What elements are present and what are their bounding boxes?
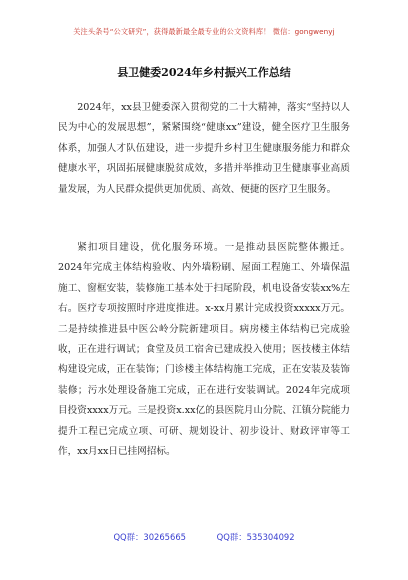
document-title: 县卫健委2024年乡村振兴工作总结 xyxy=(117,66,291,79)
header-banner: 关注头条号“公文研究”，获得最新最全最专业的公文资料库！ 微信：gongwenyj xyxy=(73,27,335,36)
qq-group-2: QQ群：535304092 xyxy=(216,532,295,542)
paragraph-projects: 紧扣项目建设，优化服务环境。一是推动县医院整体搬迁。2024年完成主体结构验收、内外墙粉刷、屋面工程施工、外墙保温施工、窗框安装，装修施工基本处于扫尾阶段，机电设备安装xx%左右。医疗专项按照时序进度推进。x-xx月累计完成投资xxxxx万元。二是持续推进县中医公岭分院新建项目。病房楼主体结构已完成验收，正在进行调试；食堂及员工宿舍已建成投入使用；医技楼主体结构建设完成，正在装饰；门诊楼主体结构施工完成，正在安装及装饰装修；污水处理设备施工完成，正在进行安装调试。2024年完成项目投资xxxx万元。三是投资x.xx亿的县医院月山分院、江镇分院能力提升工程已完成立项、可研、规划设计、初步设计、财政评审等工作，xx月xx日已挂网招标。 xyxy=(58,242,350,458)
paragraph-intro: 2024年，xx县卫健委深入贯彻党的二十大精神，落实“坚持以人民为中心的发展思想”，紧紧围绕“健康xx”建设，健全医疗卫生服务体系，加强人才队伍建设，进一步提升乡村卫生健康服务能力和群众健康水平，巩固拓展健康脱贫成效，多措并举推动卫生健康事业高质量发展，为人民群众提供更加优质、高效、便捷的医疗卫生服务。 xyxy=(58,102,350,195)
footer-contact xyxy=(0,531,408,543)
qq-group-1: QQ群：30265665 xyxy=(113,532,186,542)
